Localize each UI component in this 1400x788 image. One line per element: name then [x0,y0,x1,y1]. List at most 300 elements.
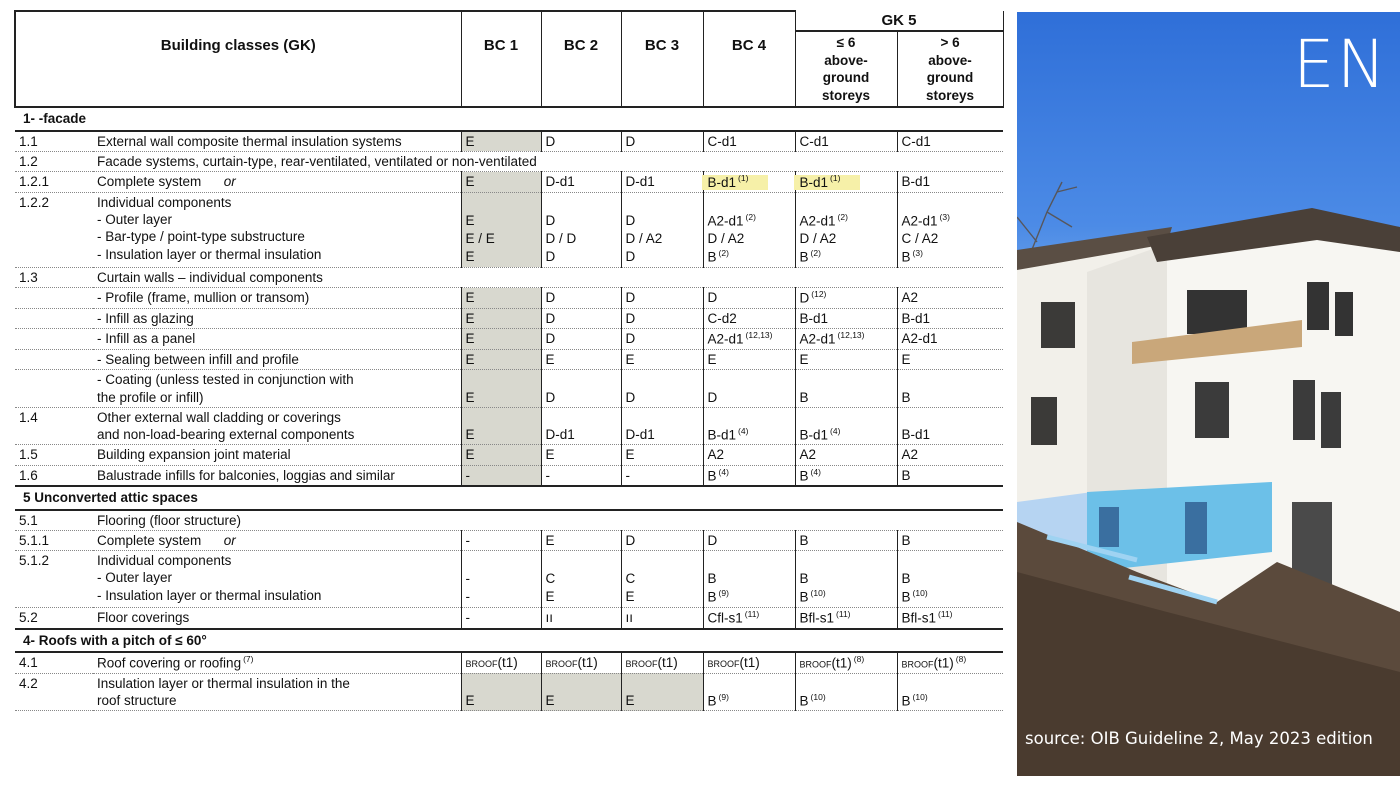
row-label [93,652,461,673]
value-text: A2 [707,447,725,463]
value-text: E [465,290,475,306]
row-label [93,172,461,193]
value-cell [795,673,897,711]
table-row [15,192,1003,267]
value-cell [795,551,897,608]
footnote-ref: (4) [718,466,729,477]
table-row [15,465,1003,486]
table-row [15,608,1003,629]
row-label [93,267,1003,287]
row-label [93,551,461,608]
value-cell [541,407,621,445]
value-text: (t1) [933,655,954,671]
table-row [15,172,1003,193]
value-line [466,248,537,266]
building-photo [1017,12,1400,776]
row-number [15,350,93,370]
value-cell [461,131,541,152]
value-text: D / D [545,230,577,246]
row-label [93,465,461,486]
spacer [626,194,699,212]
value-text: B [901,467,911,483]
value-line [466,588,537,606]
value-line [626,212,699,230]
value-text: B-d1 [707,427,737,443]
section-attic [15,486,1003,509]
value-text: D [707,532,718,548]
value-line [902,248,1000,266]
row-number [15,329,93,350]
value-cell [541,329,621,350]
row-label [93,370,461,408]
value-cell [541,350,621,370]
value-text: D [625,331,636,347]
table-row [15,551,1003,608]
value-cell [461,350,541,370]
value-cell [795,288,897,309]
value-cell [541,551,621,608]
value-line [626,230,699,248]
value-text: Cfl-s1 [707,610,743,626]
spacer [466,552,537,570]
value-text: B [799,532,809,548]
value-cell [621,407,703,445]
col-bc2: BC 2 [541,11,621,107]
value-cell [795,652,897,673]
value-cell [703,445,795,465]
value-text: E [465,447,475,463]
value-text: C / A2 [901,230,939,246]
value-cell [541,608,621,629]
row-number: 5.1.2 [15,551,93,608]
value-line [626,588,699,606]
footnote-ref: (10) [810,588,826,599]
value-line [546,588,617,606]
footnote-ref: (2) [718,247,729,258]
row-label-text: Floor coverings [97,610,190,626]
footnote-ref: (2) [745,211,756,222]
row-label [93,329,461,350]
value-text: E [545,447,555,463]
value-cell [897,308,1003,328]
spacer [902,194,1000,212]
value-text: E [545,589,555,605]
value-cell [461,673,541,711]
row-sublabel: - Bar-type / point-type substructure [97,229,305,245]
footnote-ref: (1) [738,173,749,184]
value-text: - [625,467,631,483]
row-number: 1.4 [15,407,93,445]
footnote-ref: (12) [811,289,827,300]
value-text: E [465,310,475,326]
row-label-text: Balustrade infills for balconies, loggias and similar [97,467,395,483]
value-line [466,230,537,248]
value-text: E [465,352,475,367]
row-number: 5.1 [15,510,93,531]
row-sublabel: - Insulation layer or thermal insulation [97,587,322,603]
value-text: E [465,133,475,149]
col-bc3: BC 3 [621,11,703,107]
value-cell [897,608,1003,629]
value-cell [897,131,1003,152]
footnote-ref: (3) [912,247,923,258]
value-text: C [625,571,636,587]
footnote-ref: (2) [837,211,848,222]
table-row [15,510,1003,531]
footnote-ref: (11) [938,609,953,620]
table-row [15,350,1003,370]
spacer [626,552,699,570]
value-text: D [625,389,636,405]
spacer [466,194,537,212]
value-text: (t1) [831,655,852,671]
value-text: D [625,290,636,306]
value-cell [461,288,541,309]
value-line [800,230,893,248]
row-label-text: Other external wall cladding or coverings [97,409,341,425]
value-text: A2-d1 [799,213,836,229]
value-cell [897,551,1003,608]
value-text: D [545,290,556,306]
value-text: A2-d1 [799,331,836,347]
value-cell [621,192,703,267]
value-text: B [901,589,911,605]
section-roofs [15,629,1003,652]
row-label [93,151,1003,171]
value-text: D-d1 [545,427,575,443]
spacer [800,552,893,570]
value-line [800,570,893,588]
row-number [15,308,93,328]
value-text: B [799,693,809,709]
footnote-ref: (11) [836,609,851,620]
value-text: A2-d1 [901,331,938,347]
value-line [546,212,617,230]
value-text: D [625,532,636,548]
value-text: B [901,532,911,548]
value-text: D-d1 [625,427,655,443]
value-text: E [465,174,475,190]
value-cell [461,308,541,328]
row-label-text: Building expansion joint material [97,447,291,463]
col-gk5-le6: ≤ 6 above- ground storeys [795,31,897,107]
value-text: E [465,331,475,347]
spacer [708,194,791,212]
table-row [15,370,1003,408]
value-cell [621,131,703,152]
value-text: E [465,212,475,228]
label-suffix: or [201,174,236,190]
row-sublabel: - Insulation layer or thermal insulation [97,246,322,262]
value-line [466,570,537,588]
row-label [93,308,461,328]
value-cell [897,530,1003,550]
value-line [708,248,791,266]
value-cell [541,530,621,550]
value-text: D [545,248,556,264]
row-label [93,510,1003,531]
row-label [93,608,461,629]
value-cell [461,530,541,550]
value-cell [461,445,541,465]
value-text: E / E [465,230,495,246]
value-text: E [465,693,475,709]
value-text: (t1) [739,655,760,671]
value-text: B [901,249,911,265]
table-row [15,407,1003,445]
value-text: A2 [799,447,817,463]
value-text: ıı [625,610,634,626]
value-line [626,570,699,588]
row-label-text: Complete system [97,174,202,190]
row-number: 5.1.1 [15,530,93,550]
value-text: D-d1 [625,174,655,190]
row-label-text: Flooring (floor structure) [97,512,242,528]
value-cell [897,350,1003,370]
value-text: D [707,389,718,405]
value-line [626,248,699,266]
language-badge: EN [1292,26,1388,103]
value-cell [461,551,541,608]
value-cell [541,445,621,465]
footnote-ref: (4) [830,425,841,436]
row-sublabel: - Outer layer [97,212,173,228]
row-label-text: Individual components [97,553,232,569]
value-line [902,570,1000,588]
footnote-ref: (10) [810,691,826,702]
value-text: E [465,427,475,443]
value-text: D [625,310,636,326]
value-line [708,588,791,606]
value-text: B [707,693,717,709]
value-text: C-d1 [901,133,931,149]
row-label [93,192,461,267]
value-text: D [545,389,556,405]
row-label-text: Facade systems, curtain-type, rear-ventilated, ventilated or non-ventilated [97,153,537,169]
value-cell [541,673,621,711]
value-cell [461,172,541,193]
footnote-ref: (12,13) [837,330,865,341]
row-label [93,673,461,711]
value-text: B-d1 [799,427,829,443]
value-cell [795,172,897,193]
highlight [702,175,769,190]
value-cell [897,329,1003,350]
row-label [93,530,461,550]
value-text: B [799,389,809,405]
value-text: E [465,248,475,264]
value-cell [621,308,703,328]
highlight [794,175,861,190]
value-cell [621,530,703,550]
value-text: - [545,467,551,483]
value-cell [461,407,541,445]
value-cell [897,673,1003,711]
value-cell [897,370,1003,408]
value-cell [541,652,621,673]
value-text: E [625,447,635,463]
row-number [15,288,93,309]
value-cell [621,551,703,608]
label-suffix: or [201,532,236,548]
value-text: A2 [901,447,919,463]
footnote-ref: (10) [912,691,928,702]
table-row [15,267,1003,287]
value-text: E [799,352,809,367]
row-number: 1.3 [15,267,93,287]
value-text: C [545,571,556,587]
spacer [708,552,791,570]
footnote-ref: (10) [912,588,928,599]
value-text: B [799,249,809,265]
value-cell [621,350,703,370]
value-text: Bfl-s1 [799,610,835,626]
section-facade [15,107,1003,130]
value-cell [795,445,897,465]
row-label [93,288,461,309]
value-text: - [465,467,471,483]
value-text: B [799,571,809,587]
value-text: B [799,589,809,605]
broof-prefix: BROOF [901,659,934,670]
section-facade-label: 1- -facade [15,107,1003,130]
col-gk5: GK 5 [795,11,1003,31]
value-cell [795,350,897,370]
value-text: D-d1 [545,174,575,190]
value-text: C-d1 [799,133,829,149]
value-line [546,230,617,248]
value-cell [703,370,795,408]
value-cell [461,608,541,629]
value-line [902,588,1000,606]
value-cell [461,465,541,486]
value-text: E [901,352,911,367]
table-row [15,652,1003,673]
table-row [15,288,1003,309]
value-cell [703,131,795,152]
row-label-text: Roof covering or roofing [97,655,242,671]
row-label-text-2: and non-load-bearing external components [97,427,355,443]
value-text: D [625,248,636,264]
value-cell [897,465,1003,486]
value-cell [461,329,541,350]
row-label-text: - Coating (unless tested in conjunction with [97,372,354,388]
value-cell [621,329,703,350]
value-cell [795,407,897,445]
value-cell [621,172,703,193]
row-number: 1.1 [15,131,93,152]
value-text: E [625,352,635,367]
value-text: A2-d1 [707,331,744,347]
table-row [15,530,1003,550]
broof-prefix: BROOF [707,659,740,670]
value-cell [541,308,621,328]
footnote-ref: (3) [939,211,950,222]
row-number: 4.1 [15,652,93,673]
value-text: - [465,589,471,605]
value-text: B-d1 [901,310,931,326]
row-sublabel: - Outer layer [97,570,173,586]
value-line [902,230,1000,248]
photo-caption: source: OIB Guideline 2, May 2023 edition [1025,729,1373,748]
value-text: Bfl-s1 [901,610,937,626]
value-text: E [545,352,555,367]
value-line [546,248,617,266]
value-cell [703,530,795,550]
broof-prefix: BROOF [545,659,578,670]
value-line [708,570,791,588]
table-title: Building classes (GK) [15,11,461,107]
row-label [93,445,461,465]
table-row [15,329,1003,350]
value-cell [541,288,621,309]
value-text: B [901,389,911,405]
value-line [708,230,791,248]
value-text: (t1) [497,655,518,671]
broof-prefix: BROOF [799,659,832,670]
row-label-text: - Profile (frame, mullion or transom) [97,290,310,306]
footnote-ref: (8) [853,654,865,665]
table-row [15,151,1003,171]
value-text: D [707,290,718,306]
value-text: A2-d1 [901,213,938,229]
value-text: D [799,290,810,306]
row-label-text: External wall composite thermal insulation systems [97,133,402,149]
spacer [546,552,617,570]
value-cell [541,192,621,267]
value-cell [621,673,703,711]
row-label-text: Complete system [97,532,202,548]
value-text: B-d1 [901,174,931,190]
value-text: E [545,693,555,709]
value-text: B [799,468,809,484]
value-text: B-d1 [901,427,931,443]
value-text: D [545,331,556,347]
value-text: E [625,589,635,605]
value-text: D / A2 [799,230,837,246]
value-cell [621,652,703,673]
value-cell [621,370,703,408]
value-text: B-d1 [707,174,737,190]
value-cell [461,370,541,408]
spacer [800,194,893,212]
col-gk5-gt6: > 6 above- ground storeys [897,31,1003,107]
footnote-ref: (12,13) [745,330,773,341]
row-number: 1.5 [15,445,93,465]
value-text: B [901,571,911,587]
table-row [15,308,1003,328]
value-line [902,212,1000,230]
footnote-ref: (2) [810,247,821,258]
value-text: B [707,589,717,605]
value-line [546,570,617,588]
value-cell [897,192,1003,267]
row-label-text-2: roof structure [97,693,177,709]
value-text: ıı [545,610,554,626]
value-line [708,212,791,230]
footnote-ref: (4) [738,425,749,436]
value-cell [541,131,621,152]
value-cell [621,288,703,309]
value-cell [703,608,795,629]
value-text: D [545,133,556,149]
value-text: E [625,693,635,709]
value-text: (t1) [577,655,598,671]
value-text: B [901,693,911,709]
table-row [15,673,1003,711]
value-cell [795,608,897,629]
value-text: B [707,249,717,265]
